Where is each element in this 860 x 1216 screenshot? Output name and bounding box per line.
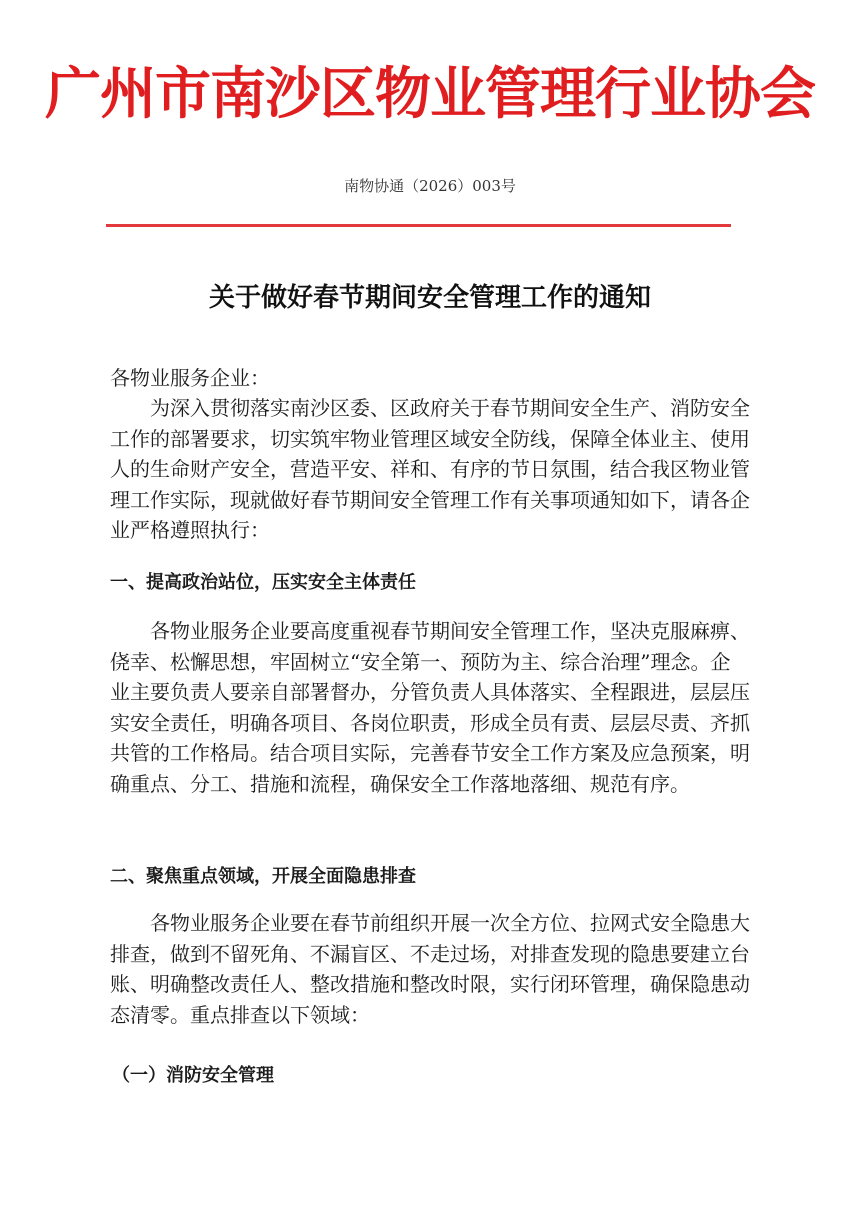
section-1-text: 各物业服务企业要高度重视春节期间安全管理工作，坚决克服麻痹、侥幸、松懈思想，牢固树立“安全第一、预防为主、综合治理”理念。企业主要负责人要亲自部署督办，分管负责人具体落实、全程跟进，层层压实安全责任，明确各项目、各岗位职责，形成全员有责、层层尽责、齐抓共管的工作格局。结合项目实际，完善春节安全工作方案及应急预案，明确重点、分工、措施和流程，确保安全工作落地落细、规范有序。	[110, 619, 750, 796]
section-2-heading: 二、聚焦重点领域，开展全面隐患排查	[110, 866, 416, 887]
document-number: 南物协通（2026）003号	[344, 177, 516, 195]
red-header-divider	[106, 224, 731, 227]
subsection-1-heading: （一）消防安全管理	[112, 1065, 274, 1086]
salutation	[110, 363, 750, 394]
section-1-paragraph	[110, 616, 750, 799]
section-2-text: 各物业服务企业要在春节前组织开展一次全方位、拉网式安全隐患大排查，做到不留死角、不漏盲区、不走过场，对排查发现的隐患要建立台账、明确整改责任人、整改措施和整改时限，实行闭环管理，确保隐患动态清零。重点排查以下领域：	[110, 911, 750, 1027]
document-title: 关于做好春节期间安全管理工作的通知	[208, 283, 651, 313]
salutation-text: 各物业服务企业：	[110, 366, 270, 390]
section-1-heading: 一、提高政治站位，压实安全主体责任	[110, 572, 416, 593]
intro-paragraph	[110, 393, 750, 546]
section-2-paragraph	[110, 908, 750, 1030]
intro-text: 为深入贯彻落实南沙区委、区政府关于春节期间安全生产、消防安全工作的部署要求，切实筑牢物业管理区域安全防线，保障全体业主、使用人的生命财产安全，营造平安、祥和、有序的节日氛围，结合我区物业管理工作实际，现就做好春节期间安全管理工作有关事项通知如下，请各企业严格遵照执行：	[110, 396, 750, 542]
issuing-organization-name: 广州市南沙区物业管理行业协会	[45, 62, 815, 127]
